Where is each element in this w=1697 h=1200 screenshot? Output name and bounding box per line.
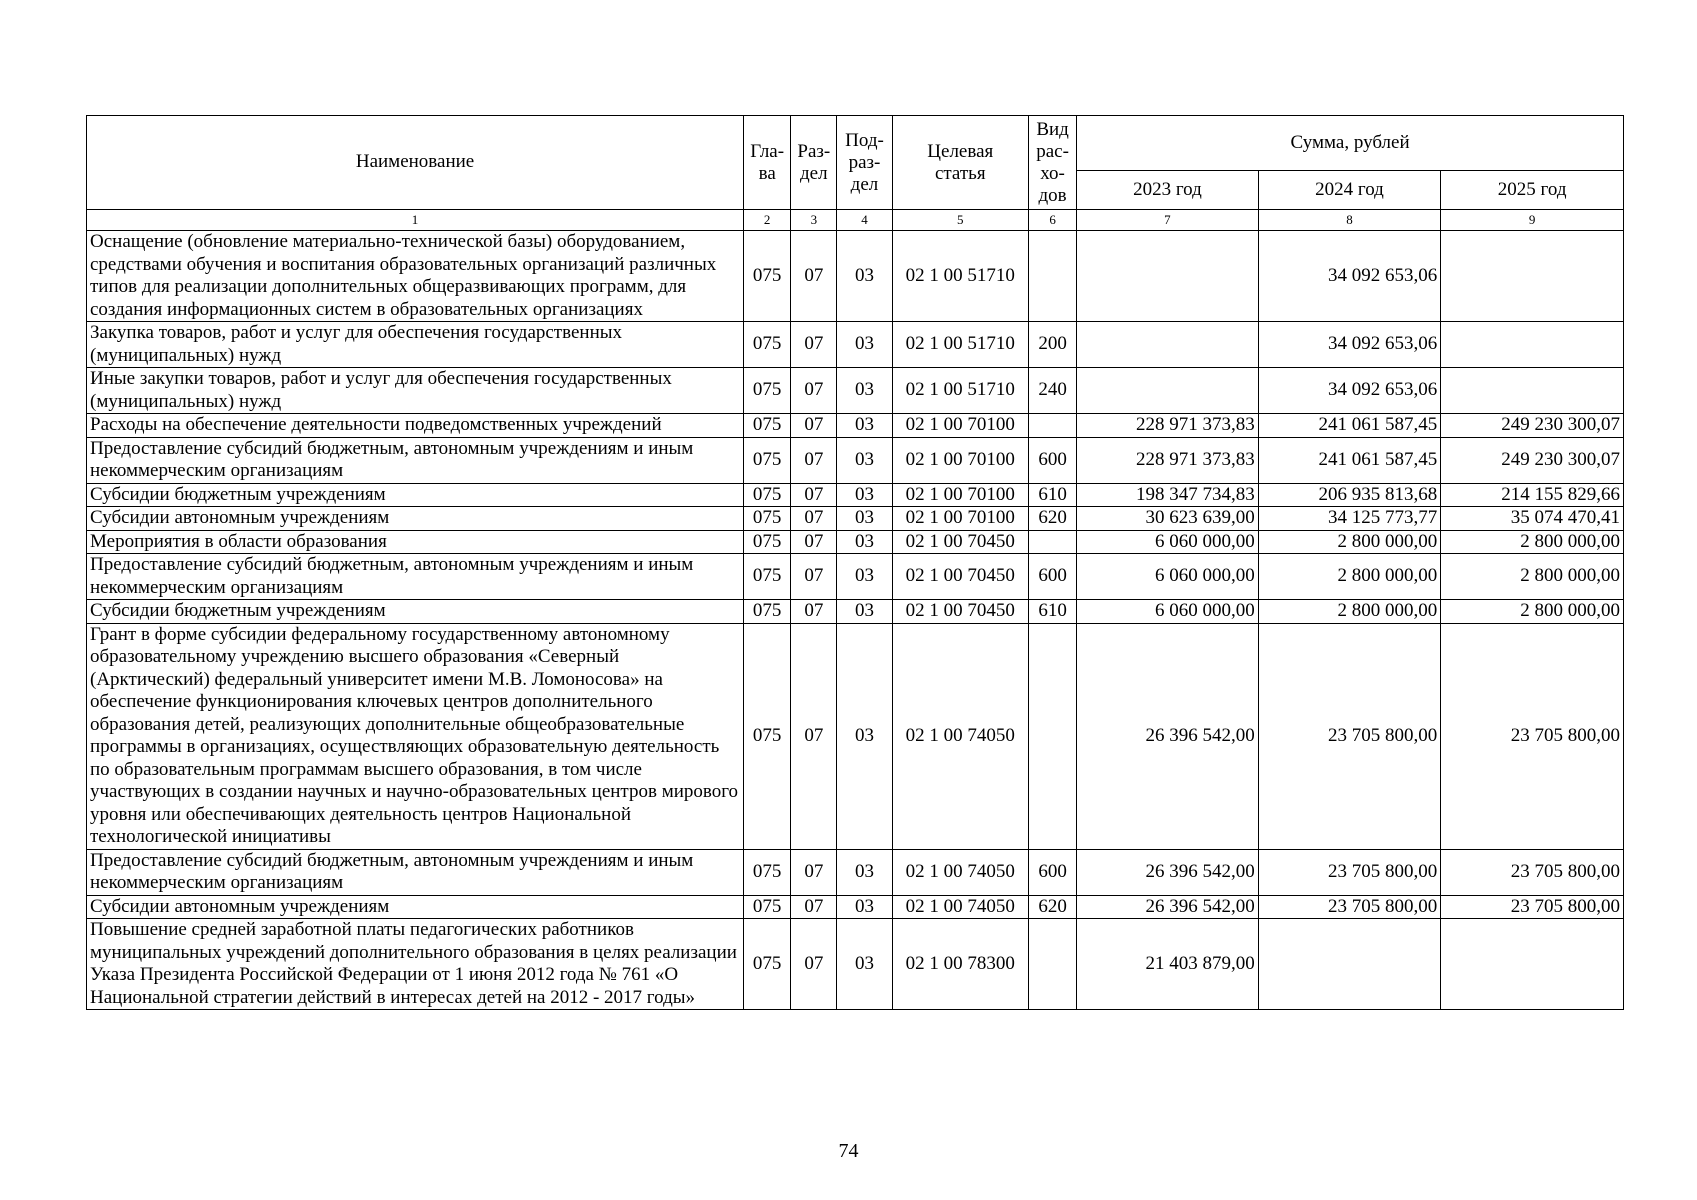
row-razdel: 07 — [791, 623, 837, 849]
row-amount-2025: 2 800 000,00 — [1441, 554, 1624, 600]
row-amount-2024: 34 092 653,06 — [1258, 322, 1441, 368]
table-body — [87, 231, 1624, 1010]
row-amount-2023: 26 396 542,00 — [1077, 895, 1259, 919]
row-name: Предоставление субсидий бюджетным, автономным учреждениям и иным некоммерческим организациям — [87, 554, 744, 600]
row-expense-type: 600 — [1029, 437, 1077, 483]
budget-table — [86, 115, 1624, 1010]
row-amount-2023: 30 623 639,00 — [1077, 507, 1259, 531]
header-razdel: Раз- дел — [791, 116, 837, 210]
row-target-article: 02 1 00 70100 — [892, 414, 1028, 438]
row-razdel: 07 — [791, 919, 837, 1010]
row-glava: 075 — [744, 895, 791, 919]
row-target-article: 02 1 00 74050 — [892, 895, 1028, 919]
row-amount-2024: 206 935 813,68 — [1258, 483, 1441, 507]
row-name: Повышение средней заработной платы педагогических работников муниципальных учреждений дополнительного образования в целях реализации Указа Президента Российской Федерации от 1 июня 2012 года № 761 «О Национальной стратегии действий в интересах детей на 2012 - 2017 годы» — [87, 919, 744, 1010]
header-glava: Гла- ва — [744, 116, 791, 210]
row-name: Предоставление субсидий бюджетным, автономным учреждениям и иным некоммерческим организациям — [87, 437, 744, 483]
row-razdel: 07 — [791, 530, 837, 554]
row-amount-2025 — [1441, 322, 1624, 368]
row-amount-2025: 35 074 470,41 — [1441, 507, 1624, 531]
row-razdel: 07 — [791, 322, 837, 368]
row-expense-type: 200 — [1029, 322, 1077, 368]
row-amount-2024: 2 800 000,00 — [1258, 530, 1441, 554]
table-row — [87, 483, 1624, 507]
row-amount-2023 — [1077, 322, 1259, 368]
row-podrazdel: 03 — [837, 849, 892, 895]
row-glava: 075 — [744, 507, 791, 531]
header-year-2023: 2023 год — [1077, 171, 1259, 210]
row-glava: 075 — [744, 437, 791, 483]
row-expense-type: 620 — [1029, 895, 1077, 919]
row-amount-2025 — [1441, 368, 1624, 414]
row-glava: 075 — [744, 849, 791, 895]
row-expense-type: 600 — [1029, 849, 1077, 895]
row-razdel: 07 — [791, 600, 837, 624]
row-expense-type: 610 — [1029, 600, 1077, 624]
column-number: 6 — [1029, 210, 1077, 231]
row-glava: 075 — [744, 554, 791, 600]
row-razdel: 07 — [791, 554, 837, 600]
row-razdel: 07 — [791, 849, 837, 895]
table-row — [87, 895, 1624, 919]
row-expense-type — [1029, 414, 1077, 438]
row-target-article: 02 1 00 51710 — [892, 322, 1028, 368]
table-row — [87, 554, 1624, 600]
row-amount-2023: 198 347 734,83 — [1077, 483, 1259, 507]
row-expense-type — [1029, 919, 1077, 1010]
table-row — [87, 530, 1624, 554]
row-podrazdel: 03 — [837, 600, 892, 624]
row-name: Субсидии бюджетным учреждениям — [87, 600, 744, 624]
row-amount-2023 — [1077, 368, 1259, 414]
row-amount-2024: 2 800 000,00 — [1258, 600, 1441, 624]
table-row — [87, 437, 1624, 483]
row-amount-2023: 228 971 373,83 — [1077, 414, 1259, 438]
row-amount-2025: 23 705 800,00 — [1441, 895, 1624, 919]
row-target-article: 02 1 00 78300 — [892, 919, 1028, 1010]
row-podrazdel: 03 — [837, 437, 892, 483]
row-amount-2024: 241 061 587,45 — [1258, 437, 1441, 483]
table-row — [87, 623, 1624, 849]
row-razdel: 07 — [791, 895, 837, 919]
row-target-article: 02 1 00 51710 — [892, 231, 1028, 322]
row-amount-2023: 26 396 542,00 — [1077, 623, 1259, 849]
row-glava: 075 — [744, 600, 791, 624]
row-glava: 075 — [744, 368, 791, 414]
column-number: 8 — [1258, 210, 1441, 231]
row-name: Субсидии автономным учреждениям — [87, 895, 744, 919]
row-podrazdel: 03 — [837, 231, 892, 322]
row-amount-2025: 23 705 800,00 — [1441, 623, 1624, 849]
row-amount-2024: 34 092 653,06 — [1258, 231, 1441, 322]
row-amount-2024: 34 092 653,06 — [1258, 368, 1441, 414]
header-vid: Вид рас- хо- дов — [1029, 116, 1077, 210]
row-name: Расходы на обеспечение деятельности подведомственных учреждений — [87, 414, 744, 438]
row-target-article: 02 1 00 74050 — [892, 623, 1028, 849]
row-amount-2023: 6 060 000,00 — [1077, 554, 1259, 600]
row-glava: 075 — [744, 414, 791, 438]
row-podrazdel: 03 — [837, 554, 892, 600]
row-amount-2025 — [1441, 231, 1624, 322]
row-target-article: 02 1 00 70100 — [892, 437, 1028, 483]
table-row — [87, 231, 1624, 322]
row-amount-2023: 6 060 000,00 — [1077, 600, 1259, 624]
row-target-article: 02 1 00 70450 — [892, 530, 1028, 554]
column-number: 4 — [837, 210, 892, 231]
row-amount-2024: 34 125 773,77 — [1258, 507, 1441, 531]
row-amount-2024: 241 061 587,45 — [1258, 414, 1441, 438]
row-amount-2024: 23 705 800,00 — [1258, 849, 1441, 895]
row-amount-2023: 21 403 879,00 — [1077, 919, 1259, 1010]
header-name: Наименование — [87, 116, 744, 210]
row-podrazdel: 03 — [837, 530, 892, 554]
row-name: Иные закупки товаров, работ и услуг для обеспечения государственных (муниципальных) нужд — [87, 368, 744, 414]
row-amount-2025: 2 800 000,00 — [1441, 600, 1624, 624]
row-amount-2025: 249 230 300,07 — [1441, 437, 1624, 483]
row-glava: 075 — [744, 530, 791, 554]
row-expense-type: 240 — [1029, 368, 1077, 414]
column-number: 1 — [87, 210, 744, 231]
header-target: Целевая статья — [892, 116, 1028, 210]
row-razdel: 07 — [791, 231, 837, 322]
row-expense-type — [1029, 530, 1077, 554]
table-row — [87, 507, 1624, 531]
table-row — [87, 849, 1624, 895]
row-amount-2024: 2 800 000,00 — [1258, 554, 1441, 600]
row-glava: 075 — [744, 231, 791, 322]
row-amount-2023 — [1077, 231, 1259, 322]
row-amount-2024: 23 705 800,00 — [1258, 623, 1441, 849]
row-amount-2025: 214 155 829,66 — [1441, 483, 1624, 507]
table-row — [87, 322, 1624, 368]
row-glava: 075 — [744, 483, 791, 507]
row-target-article: 02 1 00 51710 — [892, 368, 1028, 414]
row-target-article: 02 1 00 70450 — [892, 600, 1028, 624]
row-expense-type: 600 — [1029, 554, 1077, 600]
header-sum: Сумма, рублей — [1077, 116, 1624, 171]
row-amount-2024: 23 705 800,00 — [1258, 895, 1441, 919]
row-podrazdel: 03 — [837, 368, 892, 414]
row-razdel: 07 — [791, 414, 837, 438]
row-glava: 075 — [744, 322, 791, 368]
row-target-article: 02 1 00 70100 — [892, 507, 1028, 531]
row-amount-2025 — [1441, 919, 1624, 1010]
row-podrazdel: 03 — [837, 919, 892, 1010]
row-amount-2025: 2 800 000,00 — [1441, 530, 1624, 554]
row-razdel: 07 — [791, 483, 837, 507]
row-target-article: 02 1 00 70100 — [892, 483, 1028, 507]
row-amount-2025: 23 705 800,00 — [1441, 849, 1624, 895]
row-expense-type: 610 — [1029, 483, 1077, 507]
row-razdel: 07 — [791, 368, 837, 414]
row-target-article: 02 1 00 74050 — [892, 849, 1028, 895]
row-amount-2023: 228 971 373,83 — [1077, 437, 1259, 483]
row-podrazdel: 03 — [837, 322, 892, 368]
row-podrazdel: 03 — [837, 507, 892, 531]
header-year-2025: 2025 год — [1441, 171, 1624, 210]
row-amount-2025: 249 230 300,07 — [1441, 414, 1624, 438]
table-row — [87, 919, 1624, 1010]
row-name: Субсидии автономным учреждениям — [87, 507, 744, 531]
row-razdel: 07 — [791, 507, 837, 531]
row-name: Закупка товаров, работ и услуг для обеспечения государственных (муниципальных) нужд — [87, 322, 744, 368]
row-glava: 075 — [744, 919, 791, 1010]
row-expense-type — [1029, 231, 1077, 322]
row-razdel: 07 — [791, 437, 837, 483]
table-row — [87, 368, 1624, 414]
row-name: Субсидии бюджетным учреждениям — [87, 483, 744, 507]
row-amount-2023: 26 396 542,00 — [1077, 849, 1259, 895]
row-name: Мероприятия в области образования — [87, 530, 744, 554]
table-row — [87, 414, 1624, 438]
row-expense-type: 620 — [1029, 507, 1077, 531]
column-number: 7 — [1077, 210, 1259, 231]
row-name: Оснащение (обновление материально-технической базы) оборудованием, средствами обучения и воспитания образовательных организаций различных типов для реализации дополнительных общеразвивающих программ, для создания информационных систем в образовательных организациях — [87, 231, 744, 322]
header-podrazdel: Под- раз- дел — [837, 116, 892, 210]
row-glava: 075 — [744, 623, 791, 849]
table-row — [87, 600, 1624, 624]
row-podrazdel: 03 — [837, 895, 892, 919]
row-podrazdel: 03 — [837, 414, 892, 438]
column-number: 5 — [892, 210, 1028, 231]
column-number: 9 — [1441, 210, 1624, 231]
header-year-2024: 2024 год — [1258, 171, 1441, 210]
column-number: 2 — [744, 210, 791, 231]
row-target-article: 02 1 00 70450 — [892, 554, 1028, 600]
row-amount-2023: 6 060 000,00 — [1077, 530, 1259, 554]
row-podrazdel: 03 — [837, 623, 892, 849]
row-podrazdel: 03 — [837, 483, 892, 507]
page-number: 74 — [838, 1140, 859, 1162]
row-name: Грант в форме субсидии федеральному государственному автономному образовательному учреждению высшего образования «Северный (Арктический) федеральный университет имени М.В. Ломоносова» на обеспечение функционирования ключевых центров дополнительного образования детей, реализующих дополнительные общеобразовательные программы в организациях, осуществляющих образовательную деятельность по образовательным программам высшего образования, в том числе участвующих в создании научных и научно-образовательных центров мирового уровня или обеспечивающих деятельность центров Национальной технологической инициативы — [87, 623, 744, 849]
row-expense-type — [1029, 623, 1077, 849]
column-number: 3 — [791, 210, 837, 231]
row-name: Предоставление субсидий бюджетным, автономным учреждениям и иным некоммерческим организациям — [87, 849, 744, 895]
row-amount-2024 — [1258, 919, 1441, 1010]
